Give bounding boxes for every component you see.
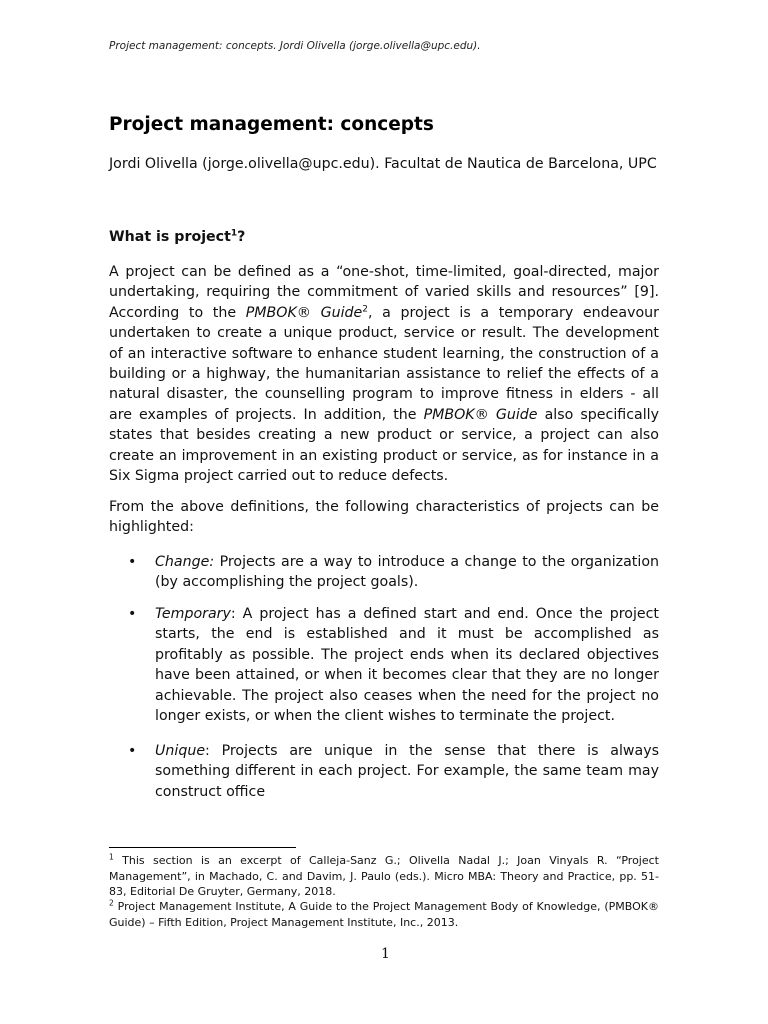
bullet-icon: • [128, 606, 137, 622]
footnote-number: 2 [109, 898, 114, 908]
list-item-term: Unique [155, 743, 206, 759]
section-heading [109, 229, 245, 245]
footnote-divider [109, 847, 296, 848]
paragraph-text: also specifically states that besides creating a new product or service, a project can also create an improvement in an existing product or service, as for instance in a Six Sigma project carried out to reduce defects. [109, 406, 659, 485]
list-item-text [155, 604, 659, 726]
document-title: Project management: concepts [109, 114, 434, 135]
running-header: Project management: concepts. Jordi Olivella (jorge.olivella@upc.edu). [109, 40, 481, 52]
list-item-body: Projects are a way to introduce a change to the organization (by accomplishing the project goals). [155, 554, 659, 591]
section-heading-end: ? [237, 229, 246, 245]
pmbok-guide-italic: PMBOK® Guide [245, 304, 363, 321]
paragraph-text: A project can be defined as a “one-shot, time-limited, goal-directed, major undertaking, requiring the commitment of varied skills and resources” [9]. According to the [109, 264, 659, 321]
paragraph-characteristics: From the above definitions, the following characteristics of projects can be highlighted: [109, 499, 659, 536]
footnote-ref[interactable]: 2 [362, 304, 368, 315]
footnote [109, 899, 659, 930]
list-item-text [155, 552, 659, 593]
pmbok-guide-italic: PMBOK® Guide [423, 406, 538, 423]
section-heading-text: What is project [109, 229, 231, 245]
list-item-term: Temporary [155, 606, 231, 622]
list-item-body: : Projects are unique in the sense that there is always something different in each project. For example, the same team may construct office [155, 743, 659, 800]
bullet-icon: • [128, 554, 137, 570]
footnote-number: 1 [109, 852, 114, 862]
paragraph-definition [109, 262, 659, 486]
footnote-text: This section is an excerpt of Calleja-Sanz G.; Olivella Nadal J.; Joan Vinyals R. “Project Management”, in Machado, C. and Davim, J. Paulo (eds.). Micro MBA: Theory and Practice, pp. 51-83, Editorial De Gruyter, Germany, 2018. [109, 854, 659, 898]
author-line: Jordi Olivella (jorge.olivella@upc.edu). Facultat de Nautica de Barcelona, UPC [109, 156, 657, 172]
page-number: 1 [381, 946, 390, 962]
list-item-term: Change: [155, 554, 215, 570]
list-item-text [155, 741, 659, 802]
bullet-icon: • [128, 743, 137, 759]
list-item-body: : A project has a defined start and end. Once the project starts, the end is established and it must be accomplished as profitably as possible. The project ends when its declared objectives have been attained, or when it becomes clear that they are no longer achievable. The project also ceases when the need for the project no longer exists, or when the client wishes to terminate the project. [155, 606, 659, 725]
footnote-ref[interactable]: 1 [230, 228, 238, 239]
paragraph-text: , a project is a temporary endeavour undertaken to create a unique product, service or result. The development of an interactive software to enhance student learning, the construction of a building or a highway, the humanitarian assistance to relief the effects of a natural disaster, the counselling program to improve fitness in elders - all are examples of projects. In addition, the [109, 304, 659, 423]
footnote-text: Project Management Institute, A Guide to the Project Management Body of Knowledge, (PMBOK® Guide) – Fifth Edition, Project Management Institute, Inc., 2013. [109, 900, 659, 929]
footnote [109, 853, 659, 900]
